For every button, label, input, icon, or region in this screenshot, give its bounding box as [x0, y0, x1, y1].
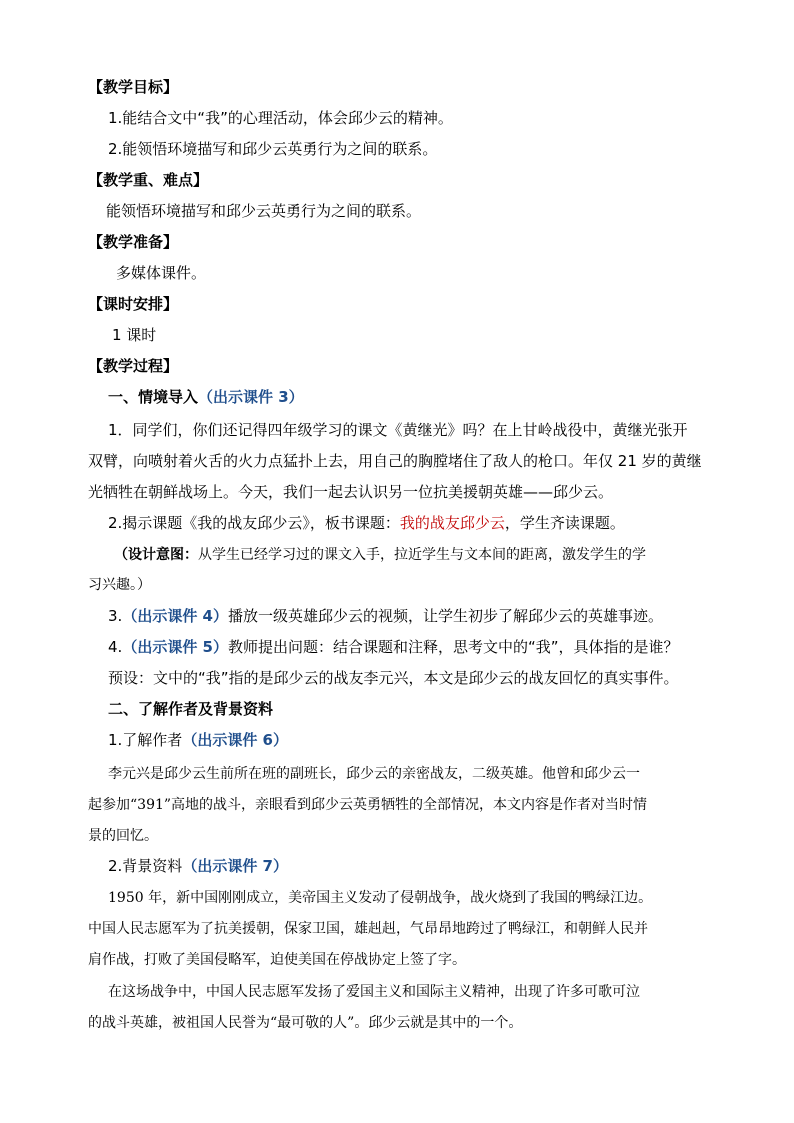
part1-title-ref: （出示课件 3）: [198, 388, 304, 406]
sub1-label: 1.了解作者: [108, 731, 183, 749]
p3-ref: （出示课件 4）: [122, 607, 228, 625]
design-intent-label: （设计意图：: [114, 547, 198, 563]
part1-title: 一、情境导入: [108, 388, 199, 406]
objectives-heading: 【教学目标】: [88, 78, 179, 96]
background-line2: 中国人民志愿军为了抗美援朝，保家卫国，雄赳赳，气昂昂地跨过了鸭绿江，和朝鲜人民并: [88, 921, 648, 937]
p3-text: 播放一级英雄邱少云的视频，让学生初步了解邱少云的英雄事迹。: [227, 607, 663, 625]
part2-sub2: [108, 856, 288, 876]
author-line3: 景的回忆。: [88, 828, 158, 844]
schedule-text: 1 课时: [112, 326, 157, 344]
objective-1: 1.能结合文中“我”的心理活动，体会邱少云的精神。: [108, 109, 453, 127]
p2-board-title: 我的战友邱少云: [399, 514, 505, 532]
p4-prefix: 4.: [108, 638, 123, 656]
p2-suffix: ，学生齐读课题。: [504, 514, 625, 532]
keypoints-heading: 【教学重、难点】: [88, 171, 209, 189]
p4-ref: （出示课件 5）: [122, 638, 228, 656]
p3-prefix: 3.: [108, 607, 123, 625]
p1-line3: 光牺牲在朝鲜战场上。今天，我们一起去认识另一位抗美援朝英雄——邱少云。: [88, 483, 614, 501]
p2-prefix: 2.揭示课题《我的战友邱少云》，板书课题：: [108, 514, 400, 532]
background-line4: 在这场战争中，中国人民志愿军发扬了爱国主义和国际主义精神，出现了许多可歌可泣: [108, 984, 640, 1000]
design-intent-text: 从学生已经学习过的课文入手，拉近学生与文本间的距离，激发学生的学: [198, 547, 646, 563]
part1-title-line: [108, 387, 304, 407]
part2-sub1: [108, 730, 288, 750]
schedule-heading: 【课时安排】: [88, 295, 179, 313]
p2-line: [108, 513, 625, 533]
objective-2: 2.能领悟环境描写和邱少云英勇行为之间的联系。: [108, 140, 438, 158]
author-line1: 李元兴是邱少云生前所在班的副班长，邱少云的亲密战友，二级英雄。他曾和邱少云一: [108, 766, 640, 782]
sub2-label: 2.背景资料: [108, 857, 183, 875]
design-intent-line1: [114, 545, 646, 565]
prep-text: 多媒体课件。: [116, 264, 207, 282]
keypoints-text: 能领悟环境描写和邱少云英勇行为之间的联系。: [106, 202, 422, 220]
p3-line: [108, 606, 663, 626]
author-line2: 起参加“391”高地的战斗，亲眼看到邱少云英勇牺牲的全部情况，本文内容是作者对当时情: [88, 797, 648, 813]
p4-text: 教师提出问题：结合课题和注释，思考文中的“我”，具体指的是谁？: [227, 638, 679, 656]
p1-line1: 1．同学们，你们还记得四年级学习的课文《黄继光》吗？在上甘岭战役中，黄继光张开: [108, 421, 688, 439]
background-line5: 的战斗英雄，被祖国人民誉为“最可敬的人”。邱少云就是其中的一个。: [88, 1015, 523, 1031]
background-line3: 肩作战，打败了美国侵略军，迫使美国在停战协定上签了字。: [88, 952, 466, 968]
prep-heading: 【教学准备】: [88, 233, 179, 251]
p1-line2: 双臂，向喷射着火舌的火力点猛扑上去，用自己的胸膛堵住了敌人的枪口。年仅 21 岁的黄继: [88, 452, 702, 470]
p4-answer: 预设：文中的“我”指的是邱少云的战友李元兴，本文是邱少云的战友回忆的真实事件。: [108, 669, 679, 687]
sub2-ref: （出示课件 7）: [182, 857, 288, 875]
sub1-ref: （出示课件 6）: [182, 731, 288, 749]
design-intent-line2: 习兴趣。）: [88, 577, 151, 593]
p4-line: [108, 637, 679, 657]
background-line1: 1950 年，新中国刚刚成立，美帝国主义发动了侵朝战争，战火烧到了我国的鸭绿江边。: [108, 890, 653, 906]
part2-title: 二、了解作者及背景资料: [108, 700, 274, 718]
process-heading: 【教学过程】: [88, 357, 179, 375]
